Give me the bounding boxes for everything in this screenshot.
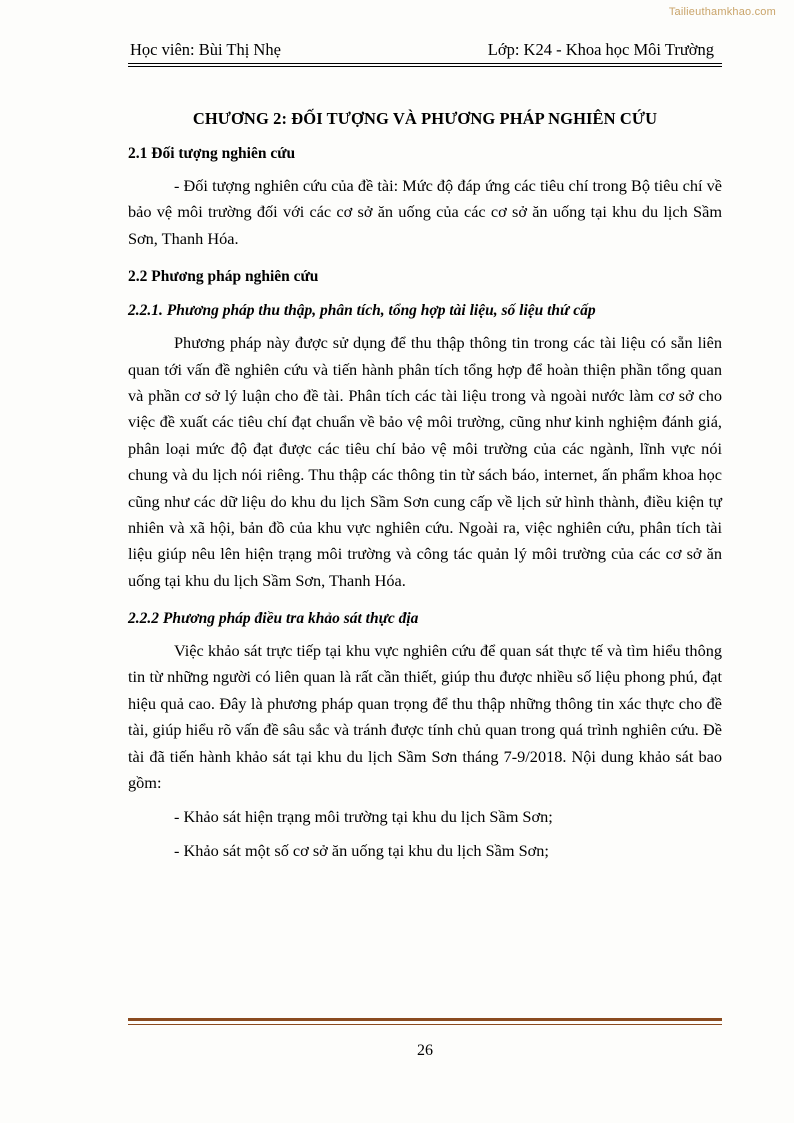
section-heading-2-2-1: 2.2.1. Phương pháp thu thập, phân tích, tổng hợp tài liệu, số liệu thứ cấp — [128, 302, 596, 320]
survey-bullet-2: - Khảo sát một số cơ sở ăn uống tại khu du lịch Sầm Sơn; — [174, 840, 549, 860]
header-rule-thin — [128, 66, 722, 67]
watermark-text: Tailieuthamkhao.com — [668, 6, 776, 18]
chapter-title: CHƯƠNG 2: ĐỐI TƯỢNG VÀ PHƯƠNG PHÁP NGHIÊN CỨU — [192, 109, 658, 128]
page-footer — [128, 1018, 722, 1060]
page-number: 26 — [417, 1041, 433, 1059]
header-rule-thick — [128, 63, 722, 64]
footer-rule-thin — [128, 1024, 722, 1025]
section-2-1-paragraph: - Đối tượng nghiên cứu của đề tài: Mức độ đáp ứng các tiêu chí trong Bộ tiêu chí về bảo vệ môi trường đối với các cơ sở ăn uống của các cơ sở ăn uống tại khu du lịch Sầm Sơn, Thanh Hóa. — [128, 176, 722, 248]
section-2-2-2-paragraph: Việc khảo sát trực tiếp tại khu vực nghiên cứu để quan sát thực tế và tìm hiểu thông tin từ những người có liên quan là rất cần thiết, giúp thu được nhiều số liệu phong phú, đạt hiệu quả cao. Đây là phương pháp quan trọng để thu thập những thông tin xác thực cho đề tài, giúp hiểu rõ vấn đề sâu sắc và tránh được tính chủ quan trong quá trình nghiên cứu. Đề tài đã tiến hành khảo sát tại khu du lịch Sầm Sơn tháng 7-9/2018. Nội dung khảo sát bao gồm: — [128, 641, 722, 793]
section-heading-2-1: 2.1 Đối tượng nghiên cứu — [128, 145, 296, 162]
section-2-2-1-paragraph: Phương pháp này được sử dụng để thu thập thông tin trong các tài liệu có sẵn liên quan tới vấn đề nghiên cứu và tiến hành phân tích tổng hợp để hoàn thiện phần tổng quan và phần cơ sở lý luận cho đề tài. Phân tích các tài liệu trong và ngoài nước làm cơ sở cho việc đề xuất các tiêu chí đạt chuẩn về bảo vệ môi trường, cũng như kinh nghiệm đánh giá, phân loại mức độ đạt được các tiêu chí bảo vệ môi trường của các ngành, lĩnh vực nói chung và du lịch nói riêng. Thu thập các thông tin từ sách báo, internet, ấn phẩm khoa học cũng như các dữ liệu do khu du lịch Sầm Sơn cung cấp về lịch sử hình thành, điều kiện tự nhiên và xã hội, bản đồ của khu vực nghiên cứu. Ngoài ra, việc nghiên cứu, phân tích tài liệu giúp nêu lên hiện trạng môi trường và công tác quản lý môi trường của các cơ sở ăn uống tại khu du lịch Sầm Sơn, Thanh Hóa. — [128, 333, 722, 590]
footer-rule-thick — [128, 1018, 722, 1021]
running-header — [128, 40, 722, 63]
section-heading-2-2-2: 2.2.2 Phương pháp điều tra khảo sát thực địa — [128, 610, 419, 628]
survey-bullet-1: - Khảo sát hiện trạng môi trường tại khu du lịch Sầm Sơn; — [174, 807, 553, 827]
header-class-name: Lớp: K24 - Khoa học Môi Trường — [487, 40, 714, 59]
page-content — [128, 40, 722, 863]
header-student-name: Học viên: Bùi Thị Nhẹ — [130, 40, 281, 59]
section-heading-2-2: 2.2 Phương pháp nghiên cứu — [128, 268, 319, 286]
